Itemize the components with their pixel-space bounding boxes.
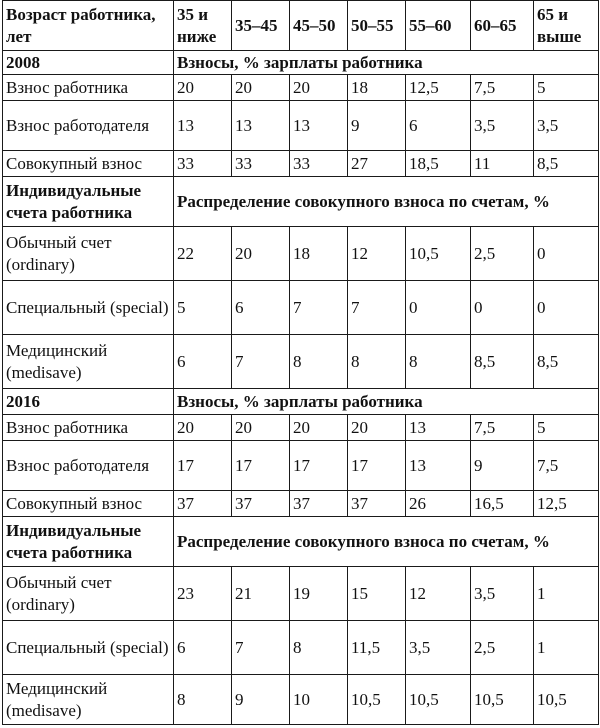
cell: 12,5 — [534, 491, 599, 517]
cell: 27 — [348, 151, 406, 177]
age-group-header: 35–45 — [232, 1, 290, 51]
cell: 8,5 — [471, 335, 534, 389]
cell: 6 — [174, 621, 232, 675]
cell: 2,5 — [471, 621, 534, 675]
cell: 3,5 — [471, 101, 534, 151]
age-group-header: 65 и выше — [534, 1, 599, 51]
cell: 17 — [232, 441, 290, 491]
cell: 11,5 — [348, 621, 406, 675]
contribution-rates-table — [2, 0, 599, 725]
cell: 3,5 — [406, 621, 471, 675]
age-group-header: 55–60 — [406, 1, 471, 51]
cell: 8 — [348, 335, 406, 389]
section-row — [3, 51, 599, 75]
cell: 21 — [232, 567, 290, 621]
cell: 18 — [290, 227, 348, 281]
row-label: Специальный (special) — [3, 281, 174, 335]
cell: 10,5 — [406, 227, 471, 281]
cell: 18,5 — [406, 151, 471, 177]
row-label: Взнос работника — [3, 75, 174, 101]
cell: 10,5 — [471, 675, 534, 725]
cell: 19 — [290, 567, 348, 621]
accounts-header-row — [3, 177, 599, 227]
cell: 13 — [406, 415, 471, 441]
cell: 20 — [348, 415, 406, 441]
table-row — [3, 491, 599, 517]
row-label: Специальный (special) — [3, 621, 174, 675]
cell: 10,5 — [348, 675, 406, 725]
cell: 12 — [406, 567, 471, 621]
cell: 20 — [290, 75, 348, 101]
cell: 0 — [471, 281, 534, 335]
cell: 7 — [232, 621, 290, 675]
distribution-title: Распределение совокупного взноса по счетам, % — [174, 517, 599, 567]
cell: 16,5 — [471, 491, 534, 517]
cell: 20 — [290, 415, 348, 441]
cell: 12 — [348, 227, 406, 281]
accounts-label: Индивидуальные счета работника — [3, 517, 174, 567]
cell: 6 — [174, 335, 232, 389]
cell: 9 — [232, 675, 290, 725]
cell: 8 — [174, 675, 232, 725]
cell: 6 — [232, 281, 290, 335]
row-label: Медицинский (medisave) — [3, 675, 174, 725]
year-label: 2016 — [3, 389, 174, 415]
header-row — [3, 1, 599, 51]
cell: 6 — [406, 101, 471, 151]
cell: 20 — [174, 415, 232, 441]
cell: 9 — [348, 101, 406, 151]
cell: 33 — [174, 151, 232, 177]
cell: 8,5 — [534, 335, 599, 389]
cell: 8 — [290, 621, 348, 675]
section-title: Взносы, % зарплаты работника — [174, 389, 599, 415]
cell: 8,5 — [534, 151, 599, 177]
cell: 17 — [174, 441, 232, 491]
cell: 3,5 — [471, 567, 534, 621]
cell: 17 — [348, 441, 406, 491]
cell: 5 — [534, 415, 599, 441]
cell: 13 — [232, 101, 290, 151]
cell: 1 — [534, 567, 599, 621]
cell: 1 — [534, 621, 599, 675]
cell: 18 — [348, 75, 406, 101]
cell: 10,5 — [406, 675, 471, 725]
cell: 3,5 — [534, 101, 599, 151]
cell: 17 — [290, 441, 348, 491]
cell: 0 — [534, 281, 599, 335]
cell: 20 — [232, 227, 290, 281]
row-label: Обычный счет (ordinary) — [3, 227, 174, 281]
cell: 9 — [471, 441, 534, 491]
cell: 11 — [471, 151, 534, 177]
cell: 0 — [534, 227, 599, 281]
cell: 7 — [348, 281, 406, 335]
row-label: Совокупный взнос — [3, 151, 174, 177]
table-row — [3, 281, 599, 335]
cell: 13 — [174, 101, 232, 151]
cell: 8 — [290, 335, 348, 389]
distribution-title: Распределение совокупного взноса по счетам, % — [174, 177, 599, 227]
cell: 12,5 — [406, 75, 471, 101]
year-label: 2008 — [3, 51, 174, 75]
row-label: Обычный счет (ordinary) — [3, 567, 174, 621]
cell: 10,5 — [534, 675, 599, 725]
cell: 37 — [174, 491, 232, 517]
row-label: Медицинский (medisave) — [3, 335, 174, 389]
cell: 15 — [348, 567, 406, 621]
cell: 33 — [290, 151, 348, 177]
age-group-header: 60–65 — [471, 1, 534, 51]
cell: 20 — [232, 415, 290, 441]
cell: 7,5 — [534, 441, 599, 491]
age-group-header: 35 и ниже — [174, 1, 232, 51]
cell: 8 — [406, 335, 471, 389]
cell: 5 — [534, 75, 599, 101]
cell: 7 — [232, 335, 290, 389]
table-row — [3, 621, 599, 675]
cell: 0 — [406, 281, 471, 335]
row-label: Взнос работодателя — [3, 101, 174, 151]
table-row — [3, 75, 599, 101]
age-group-header: 50–55 — [348, 1, 406, 51]
cell: 23 — [174, 567, 232, 621]
cell: 7,5 — [471, 75, 534, 101]
cell: 20 — [232, 75, 290, 101]
table-row — [3, 335, 599, 389]
table-row — [3, 101, 599, 151]
cell: 13 — [290, 101, 348, 151]
cell: 20 — [174, 75, 232, 101]
age-header: Возраст работника, лет — [3, 1, 174, 51]
accounts-header-row — [3, 517, 599, 567]
table-row — [3, 441, 599, 491]
cell: 26 — [406, 491, 471, 517]
table-row — [3, 151, 599, 177]
cell: 7 — [290, 281, 348, 335]
cell: 2,5 — [471, 227, 534, 281]
section-title: Взносы, % зарплаты работника — [174, 51, 599, 75]
age-group-header: 45–50 — [290, 1, 348, 51]
cell: 37 — [348, 491, 406, 517]
section-row — [3, 389, 599, 415]
table-row — [3, 675, 599, 725]
cell: 37 — [232, 491, 290, 517]
cell: 10 — [290, 675, 348, 725]
cell: 33 — [232, 151, 290, 177]
cell: 13 — [406, 441, 471, 491]
cell: 37 — [290, 491, 348, 517]
row-label: Совокупный взнос — [3, 491, 174, 517]
cell: 7,5 — [471, 415, 534, 441]
table-row — [3, 415, 599, 441]
accounts-label: Индивидуальные счета работника — [3, 177, 174, 227]
table-row — [3, 227, 599, 281]
cell: 22 — [174, 227, 232, 281]
cell: 5 — [174, 281, 232, 335]
table-row — [3, 567, 599, 621]
row-label: Взнос работодателя — [3, 441, 174, 491]
row-label: Взнос работника — [3, 415, 174, 441]
